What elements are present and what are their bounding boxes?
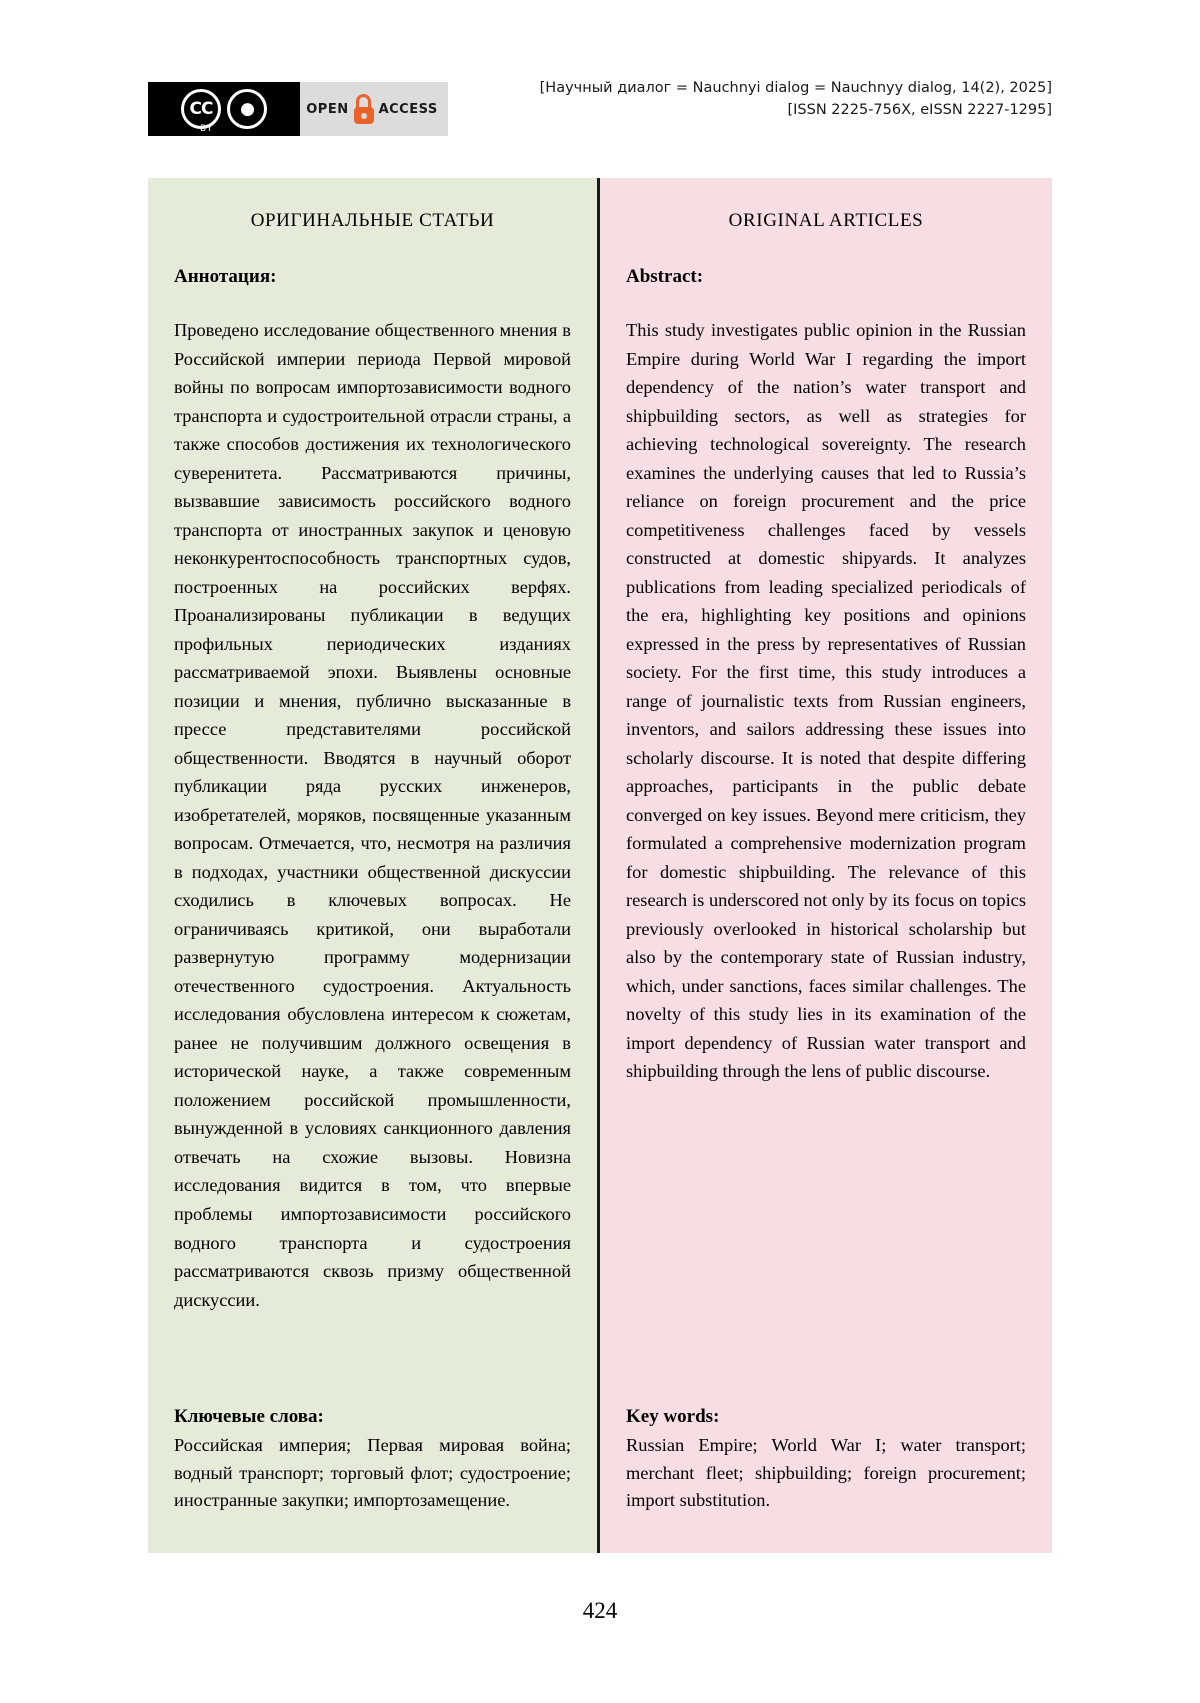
open-label: OPEN (306, 101, 349, 117)
creative-commons-badge (148, 82, 448, 136)
english-section-title: ORIGINAL ARTICLES (728, 210, 924, 231)
page-number: 424 (582, 1598, 618, 1623)
russian-abstract-column (148, 178, 600, 1553)
access-label: ACCESS (378, 101, 438, 117)
russian-section-title: ОРИГИНАЛЬНЫЕ СТАТЬИ (250, 210, 495, 231)
russian-keywords-label: Ключевые слова: (174, 1406, 324, 1428)
english-keywords-block (626, 1406, 1026, 1515)
russian-keywords-text: Российская империя; Первая мировая война; водный транспорт; торговый флот; судостроение; иностранные закупки; импортозамещение. (174, 1435, 571, 1511)
english-abstract-column (600, 178, 1052, 1553)
open-access-mark (300, 82, 448, 136)
cc-by-person-icon: ● (227, 89, 267, 129)
russian-abstract-label: Аннотация: (174, 266, 277, 287)
open-lock-icon (354, 94, 374, 124)
cc-by-label: BY (200, 124, 214, 134)
cc-icon: CC (181, 89, 221, 129)
english-keywords-text: Russian Empire; World War I; water transport; merchant fleet; shipbuilding; foreign procurement; import substitution. (626, 1435, 1026, 1511)
russian-abstract-text: Проведено исследование общественного мнения в Российской империи периода Первой мировой войны по вопросам импортозависимости водного транспорта и судостроительной отрасли страны, а также способов достижения их технологического суверенитета. Рассматриваются причины, вызвавшие зависимость российского водного транспорта от иностранных закупок и ценовую неконкурентоспособность транспортных судов, построенных на российских верфях. Проанализированы публикации в ведущих профильных периодических изданиях рассматриваемой эпохи. Выявлены основные позиции и мнения, публично высказанные в прессе представителями российской общественности. Вводятся в научный оборот публикации ряда русских инженеров, изобретателей, моряков, посвященные указанным вопросам. Отмечается, что, несмотря на различия в подходах, участники общественной дискуссии сходились в ключевых вопросах. Не ограничиваясь критикой, они выработали развернутую программу модернизации отечественного судостроения. Актуальность исследования обусловлена интересом к сюжетам, ранее не получившим должного освещения в исторической науке, а также современным положением российской промышленности, вынужденной в условиях санкционного давления отвечать на схожие вызовы. Новизна исследования видится в том, что впервые проблемы импортозависимости российского водного транспорта и судостроения рассматриваются сквозь призму общественной дискуссии. (174, 320, 571, 1310)
journal-citation (540, 78, 1052, 122)
abstract-columns (148, 178, 1052, 1553)
english-abstract-label: Abstract: (626, 266, 704, 287)
journal-issn-line: [ISSN 2225-756X, eISSN 2227-1295] (787, 101, 1052, 118)
journal-citation-line-1: [Научный диалог = Nauchnyi dialog = Nauchnyy dialog, 14(2), 2025] (539, 80, 1052, 96)
page-header (148, 78, 1052, 140)
english-abstract-text: This study investigates public opinion in the Russian Empire during World War I regarding the import dependency of the nation’s water transport and shipbuilding sectors, as well as strategies for achieving technological sovereignty. The research examines the underlying causes that led to Russia’s reliance on foreign procurement and the price competitiveness challenges faced by vessels constructed at domestic shipyards. It analyzes publications from leading specialized periodicals of the era, highlighting key positions and opinions expressed in the press by representatives of Russian society. For the first time, this study introduces a range of journalistic texts from Russian engineers, inventors, and sailors addressing these issues into scholarly discourse. It is noted that despite differing approaches, participants in the public debate converged on key issues. Beyond mere criticism, they formulated a comprehensive modernization program for domestic shipbuilding. The relevance of this research is underscored not only by its focus on topics previously overlooked in historical scholarship but also by the contemporary state of Russian industry, which, under sanctions, faces similar challenges. The novelty of this study lies in its examination of the import dependency of Russian water transport and shipbuilding through the lens of public discourse. (626, 320, 1026, 1082)
english-keywords-label: Key words: (626, 1406, 720, 1428)
cc-license-mark (148, 82, 300, 136)
russian-keywords-block (174, 1406, 571, 1515)
